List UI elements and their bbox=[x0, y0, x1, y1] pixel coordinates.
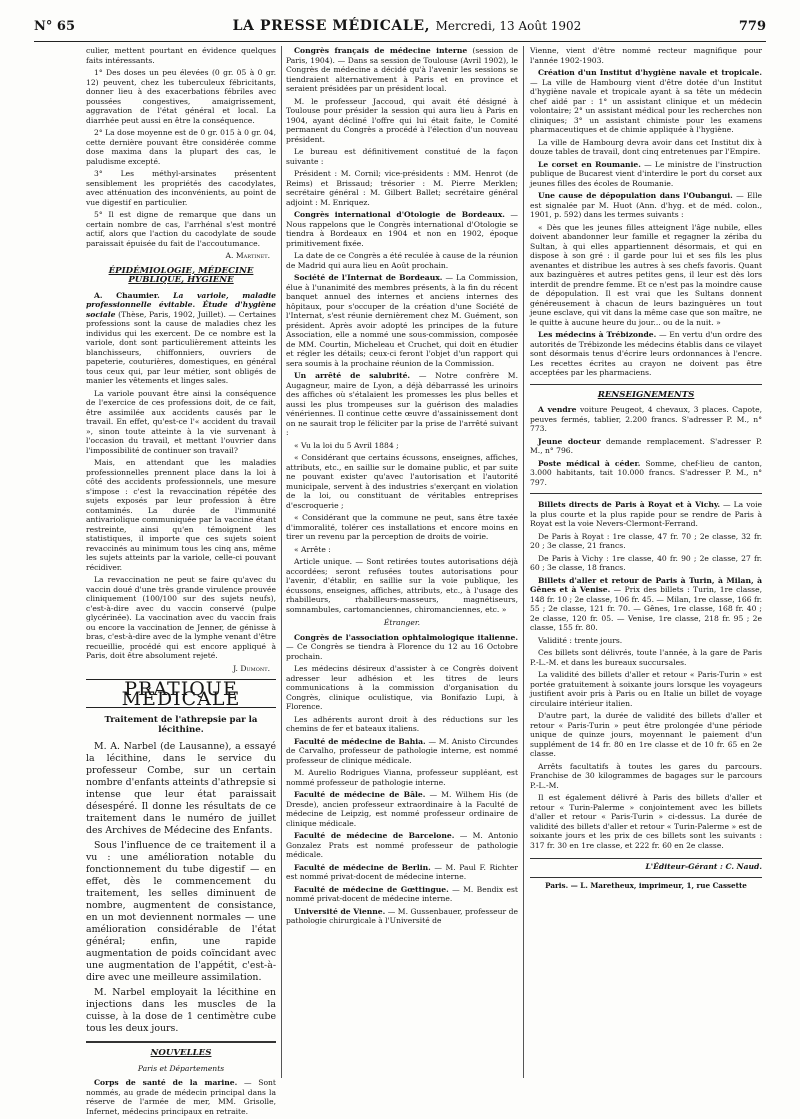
ad-text: voiture Peugeot, 4 chevaux, 3 places. Capote, peuves fermés, tablier, 2.200 francs. S'adresser P. M., n° 773. bbox=[530, 405, 762, 433]
paragraph: Sous l'influence de ce traitement il a vu : une amélioration notable du fonctionnement du tube digestif — en effet, dès le commencement du traitement, les selles diminuent de nombre, augmentent de consistance, en un mot deviennent normales — une amélioration considérable de l'état général; enfin, une rapide augmentation de poids coïncidant avec une augmentation de l'appétit, c'est-à-dire avec une meilleure assimilation. bbox=[86, 840, 276, 983]
editor-line: L'Éditeur-Gérant : C. Naud. bbox=[530, 858, 762, 872]
page-number: 779 bbox=[738, 19, 766, 34]
paragraph: M. Aurelio Rodrigues Vianna, professeur suppléant, est nommé professeur de pathologie interne. bbox=[286, 768, 518, 787]
news-item bbox=[286, 273, 518, 368]
paragraph: 5° Il est digne de remarque que dans un certain nombre de cas, l'arrhénal s'est montré actif, alors que l'action du cacodylate de soude paraissait épuisée du fait de l'accoutumance. bbox=[86, 210, 276, 248]
news-text: — Notre confrère M. Augagneur, maire de Lyon, a déjà débarrassé les urinoirs des affiches où s'étalaient les promesses les plus belles et aussi les plus trompeuses sur la guérison des maladies vénériennes. Il continue cette œuvre d'assainissement dont on ne saurait trop le féliciter par la prise de l'arrêté suivant : bbox=[286, 371, 518, 437]
paragraph: Article unique. — Sont retirées toutes autorisations déjà accordées; seront refusées toutes autorisations pour l'avenir, d'établir, en saillie sur la voie publique, les écussons, enseignes, affiches, attributs, etc., à l'usage des rhabilleurs, rhabilleurs-masseurs, magnétiseurs, somnambules, cartomanciennes, chiromanciennes, etc. » bbox=[286, 557, 518, 614]
paragraph: Les médecins désireux d'assister à ce Congrès doivent adresser leur adhésion et les titres de leurs communications à la commission d'organisation du Congrès, clinique oculistique, via Bonifazio Lupi, à Florence. bbox=[286, 664, 518, 711]
news-item bbox=[286, 633, 518, 662]
paragraph: La ville de Hambourg devra avoir dans cet Institut dix à douze tables de travail, dont cinq entretenues par l'Empire. bbox=[530, 137, 762, 156]
paragraph bbox=[86, 291, 276, 386]
news-item bbox=[286, 46, 518, 94]
author-signature: A. Martinet. bbox=[225, 251, 270, 260]
news-text: — M. Wilhem His (de Dresde), ancien professeur extraordinaire à la Faculté de médecine de Leipzig, est nommé professeur ordinaire de clinique médicale. bbox=[286, 790, 518, 828]
paragraph: 3° Les méthyl-arsinates présentent sensiblement les propriétés des cacodylates, avec atténuation des inconvénients, au point de vue digestif en particulier. bbox=[86, 169, 276, 207]
news-text: — M. Paul F. Richter est nommé privat-docent de médecine interne. bbox=[286, 862, 518, 881]
paragraph: D'autre part, la durée de validité des billets d'aller et retour « Paris-Turin » peut être prolongée d'une période unique de quinze jours, moyennant le paiement d'un supplément de 14 fr. 80 en 1re classe et de 10 fr. 65 en 2e classe. bbox=[530, 711, 762, 758]
news-heading: Billets directs de Paris à Royat et à Vichy. bbox=[538, 500, 721, 509]
paragraph: De Paris à Royat : 1re classe, 47 fr. 70 ; 2e classe, 32 fr. 20 ; 3e classe, 21 francs. bbox=[530, 531, 762, 550]
paragraph: De Paris à Vichy : 1re classe, 40 fr. 90 ; 2e classe, 27 fr. 60 ; 3e classe, 18 francs. bbox=[530, 553, 762, 572]
news-heading: Congrès français de médecine interne bbox=[294, 46, 468, 55]
paragraph: M. le professeur Jaccoud, qui avait été désigné à Toulouse pour présider la session qui aura lieu à Paris en 1904, ayant décliné l'offre qui lui était faite, le Comité permanent du Congrès a procédé à l'élection d'un nouveau président. bbox=[286, 96, 518, 144]
news-heading: Faculté de médecine de Gœttingue. bbox=[294, 884, 449, 894]
news-heading: Faculté de médecine de Berlin. bbox=[294, 862, 431, 872]
paragraph: « Vu la loi du 5 Avril 1884 ; bbox=[294, 440, 399, 450]
news-text: — Prix des billets : Turin, 1re classe, 148 fr. 10 ; 2e classe, 106 fr. 45. — Milan, 1re classe, 166 fr. 55 ; 2e classe, 121 fr. 70. — Gênes, 1re classe, 168 fr. 40 ; 2e classe, 120 fr. 05. — Venise, 1re classe, 218 fr. 95 ; 2e classe, 155 fr. 80. bbox=[530, 585, 762, 632]
news-item bbox=[530, 68, 762, 135]
news-text: — M. Bendix est nommé privat-docent de médecine interne. bbox=[286, 884, 518, 903]
page-header bbox=[34, 18, 766, 42]
paragraph: M. A. Narbel (de Lausanne), a essayé la lécithine, dans le service du professeur Combe, sur un certain nombre d'enfants atteints d'athrepsie si intense que leur état paraissait désespéré. Il donne les résultats de ce traitement dans le numéro de juillet des Archives de Médecine des Enfants. bbox=[86, 741, 276, 836]
classified-ad bbox=[530, 437, 762, 456]
news-item bbox=[86, 1078, 276, 1116]
paragraph: La date de ce Congrès a été reculée à cause de la réunion de Madrid qui aura lieu en Août prochain. bbox=[286, 251, 518, 270]
subsection-heading: Étranger. bbox=[383, 618, 421, 627]
ad-heading: Jeune docteur bbox=[538, 436, 601, 446]
news-item bbox=[286, 210, 518, 248]
news-item bbox=[286, 737, 518, 766]
column-2 bbox=[286, 46, 518, 929]
paragraph: M. Narbel employait la lécithine en injections dans les muscles de la cuisse, à la dose de 1 centimètre cube tous les deux jours. bbox=[86, 987, 276, 1034]
news-item bbox=[286, 863, 518, 882]
paragraph: Arrêts facultatifs à toutes les gares du parcours. Franchise de 30 kilogrammes de bagages sur le parcours P.-L.-M. bbox=[530, 761, 762, 790]
divider bbox=[86, 1041, 276, 1043]
news-item bbox=[530, 576, 762, 633]
paragraph: La revaccination ne peut se faire qu'avec du vaccin doué d'une très grande virulence prouvée cliniquement (100/100 sur des sujets neufs), c'est-à-dire avec du vaccin conservé (pulpe glycérinée). La vaccination avec du vaccin frais ou encore la vaccination de Jenner, de génisse à bras, c'est-à-dire avec de la lymphe venant d'être recueillie, procédé qui est encore appliqué à Paris, doit être absolument rejeté. bbox=[86, 575, 276, 660]
paragraph: Ces billets sont délivrés, toute l'année, à la gare de Paris P.-L.-M. et dans les bureaux succursales. bbox=[530, 648, 762, 667]
news-item bbox=[286, 907, 518, 926]
news-heading: Un arrêté de salubrité. bbox=[294, 371, 411, 380]
news-item bbox=[286, 790, 518, 828]
news-text: (session de Paris, 1904). — Dans sa session de Toulouse (Avril 1902), le Congrès de médecine a décidé qu'à l'avenir les sessions se tiendraient alternativement à Paris et en province et seraient présidées par un président local. bbox=[286, 46, 518, 93]
news-heading: Société de l'Internat de Bordeaux. bbox=[294, 273, 443, 282]
paragraph: « Dès que les jeunes filles atteignent l'âge nubile, elles doivent abandonner leur famille et regagner la zériba du Sultan, à qui elles appartiennent désormais, et qui en dispose à son gré : il garde pour lui et ses fils les plus avenantes et distribue les autres à ses chefs favoris. Quant aux bazinguères et autres petites gens, il leur est dès lors interdit de prendre femme. Et ce n'est pas la moindre cause de dépopulation. Il est vrai que les Sultans donnent généreusement à chacun de leurs bazinguères un tout jeune esclave, qui vit dans la même case que son maître, ne le quitte à aucune heure du jour... ou de la nuit. » bbox=[530, 222, 762, 327]
classified-ad bbox=[530, 459, 762, 488]
paragraph: culier, mettent pourtant en évidence quelques faits intéressants. bbox=[86, 46, 276, 65]
news-heading: Faculté de médecine de Barcelone. bbox=[294, 831, 455, 840]
news-item bbox=[286, 831, 518, 860]
subsection-heading: Paris et Départements bbox=[137, 1063, 225, 1073]
news-item bbox=[530, 330, 762, 378]
paragraph: Mais, en attendant que les maladies professionnelles prennent place dans la loi à côté des accidents professionnels, une mesure s'impose : c'est la revaccination répétée des sujets exposés par leur profession à être contaminés. La durée de l'immunité antivariolique communiquée par la vaccine étant restreinte, ainsi qu'en témoignent les statistiques, il importe que ces sujets soient revaccinés au minimum tous les cinq ans, même les sujets atteints par la variole, celle-ci pouvant récidiver. bbox=[86, 458, 276, 572]
paragraph-text: (Thèse, Paris, 1902, Juillet). — Certaines professions sont la cause de maladies chez les individus qui les exercent. De ce nombre est la variole, dont sont particulièrement atteints les blanchisseurs, chiffonniers, ouvriers de papeterie, couturières, domestiques, en général tous ceux qui, par leur métier, sont obligés de manier les vêtements et linges sales. bbox=[86, 309, 276, 385]
news-heading: Congrès international d'Otologie de Bordeaux. bbox=[294, 210, 505, 219]
ad-heading: A vendre bbox=[538, 405, 577, 414]
rubric-title: PRATIQUE MÉDICALE bbox=[86, 679, 276, 708]
paragraph: La variole pouvant être ainsi la conséquence de l'exercice de ces professions doit, de ce fait, être assimilée aux accidents causés par le travail. En effet, qu'est-ce l'« accident du travail », sinon toute atteinte à la vie survenant à l'occasion du travail, et mettant l'ouvrier dans l'impossibilité de continuer son travail? bbox=[86, 388, 276, 455]
paragraph: 2° La dose moyenne est de 0 gr. 015 à 0 gr. 04, cette dernière pouvant être considérée comme dose maxima dans la plupart des cas, le paludisme excepté. bbox=[86, 128, 276, 166]
work-title: La variole, maladie professionnelle évitable. Étude d'hygiène sociale bbox=[86, 290, 276, 319]
paragraph: Le bureau est définitivement constitué de la façon suivante : bbox=[286, 147, 518, 166]
article-title: Traitement de l'athrepsie par la lécithine. bbox=[104, 715, 258, 735]
paragraph: « Considérant que la commune ne peut, sans être taxée d'immoralité, tolérer ces installations et encore moins en tirer un revenu par la perception de droits de voirie. bbox=[286, 513, 518, 541]
paragraph: 1° Des doses un peu élevées (0 gr. 05 à 0 gr. 12) peuvent, chez les tuberculeux fébricitants, donner lieu à des exacerbations fébriles avec poussées congestives, amaigrissement, aggravation de l'état général et local. La diarrhée peut aussi en être la conséquence. bbox=[86, 68, 276, 125]
column-1 bbox=[86, 46, 276, 1119]
author-name: A. Chaumier. bbox=[94, 290, 160, 300]
paragraph: Validité : trente jours. bbox=[538, 635, 623, 645]
news-heading: Faculté de médecine de Bâle. bbox=[294, 790, 426, 799]
section-heading: RENSEIGNEMENTS bbox=[597, 389, 695, 400]
news-item bbox=[530, 500, 762, 529]
divider bbox=[530, 384, 762, 385]
classified-ad bbox=[530, 405, 762, 434]
news-text: — M. Gussenbauer, professeur de pathologie chirurgicale à l'Université de bbox=[286, 906, 518, 925]
issue-number: N° 65 bbox=[34, 19, 75, 34]
journal-name: LA PRESSE MÉDICALE, bbox=[232, 18, 431, 34]
paragraph: « Arrête : bbox=[294, 544, 331, 554]
news-text: — Elle est signalée par M. Huot (Ann. d'hyg. et de méd. colon., 1901, p. 592) dans les termes suivants : bbox=[530, 191, 762, 219]
ad-text: Somme, chef-lieu de canton, 3.000 habitants, tait 10.000 francs. S'adresser P. M., n° 797. bbox=[530, 458, 763, 487]
news-item bbox=[530, 160, 762, 189]
news-text: — Nous rappelons que le Congrès international d'Otologie se tiendra à Bordeaux en 1904 et non en 1902, époque primitivement fixée. bbox=[286, 210, 518, 248]
journal-title bbox=[233, 18, 582, 34]
news-heading: Création d'un Institut d'hygiène navale et tropicale. bbox=[538, 68, 762, 77]
news-heading: Corps de santé de la marine. bbox=[94, 1078, 238, 1087]
divider bbox=[530, 493, 762, 494]
news-text: — Ce Congrès se tiendra à Florence du 12 au 16 Octobre prochain. bbox=[286, 642, 518, 661]
news-text: — La voie la plus courte et la plus rapide pour se rendre de Paris à Royat est la voie Nevers-Clermont-Ferrand. bbox=[530, 500, 762, 528]
printer-line: Paris. — L. Maretheux, imprimeur, 1, rue Cassette bbox=[530, 877, 762, 891]
paragraph: Vienne, vient d'être nommé recteur magnifique pour l'année 1902-1903. bbox=[530, 46, 762, 65]
news-heading: Les médecins à Trébizonde. bbox=[538, 330, 657, 339]
news-heading: Université de Vienne. bbox=[294, 906, 386, 916]
author-signature: J. Dumont. bbox=[233, 663, 270, 673]
news-item bbox=[286, 371, 518, 438]
news-text: — Sont nommés, au grade de médecin principal dans la réserve de l'armée de mer, MM. Grisolle, Infernet, médecins principaux en retraite. bbox=[86, 1078, 276, 1116]
paragraph: La validité des billets d'aller et retour « Paris-Turin » est portée gratuitement à soixante jours lorsque les voyageurs justifient avoir pris à Paris ou en Italie un billet de voyage circulaire intérieur italien. bbox=[530, 670, 762, 708]
issue-date: Mercredi, 13 Août 1902 bbox=[435, 19, 582, 33]
news-heading: Congrès de l'association ophtalmologique italienne. bbox=[294, 632, 518, 642]
news-text: — Le ministre de l'instruction publique de Bucarest vient d'interdire le port du corset aux jeunes filles des écoles de Roumanie. bbox=[530, 159, 762, 188]
news-heading: Faculté de médecine de Bahia. bbox=[294, 736, 426, 746]
news-heading: Le corset en Roumanie. bbox=[538, 159, 641, 169]
paragraph: Président : M. Cornil; vice-présidents : MM. Henrot (de Reims) et Brissaud; trésorier : M. Pierre Merklen; secrétaire général : M. Gilbert Ballet; secrétaire général adjoint : M. Enriquez. bbox=[286, 169, 518, 207]
ad-heading: Poste médical à céder. bbox=[538, 458, 641, 468]
column-rule bbox=[523, 46, 524, 1078]
ad-text: demande remplacement. S'adresser P. M., n° 796. bbox=[530, 436, 762, 455]
paragraph: « Considérant que certains écussons, enseignes, affiches, attributs, etc., en saillie sur le domaine public, et par suite ne pouvant exister qu'avec l'autorisation et l'autorité municipale, servent à des industries s'exerçant en violation de la loi, ou constituant de véritables entreprises d'escroquerie ; bbox=[286, 453, 518, 510]
news-heading: Billets d'aller et retour de Paris à Turin, à Milan, à Gênes et à Venise. bbox=[530, 575, 762, 594]
section-heading: ÉPIDÉMIOLOGIE, MÉDECINE PUBLIQUE, HYGIÈNE bbox=[108, 265, 254, 285]
news-item bbox=[286, 885, 518, 904]
news-text: — M. Antonio Gonzalez Prats est nommé professeur de pathologie médicale. bbox=[286, 831, 518, 859]
column-3 bbox=[530, 46, 762, 890]
news-text: — La Commission, élue à l'unanimité des membres présents, à la fin du récent banquet annuel des internes et anciens internes des hôpitaux, pour s'occuper de la création d'une Société de l'Internat, s'est réunie dernièrement chez M. Guément, son président. Après avoir adopté les principes de la future Association, elle a nommé une sous-commission, composée de MM. Courtin, Micheleau et Cruchet, qui doit en étudier et régler les détails; ceux-ci feront l'objet d'un rapport qui sera soumis à la prochaine réunion de la Commission. bbox=[286, 273, 518, 368]
paragraph: Les adhérents auront droit à des réductions sur les chemins de fer et bateaux italiens. bbox=[286, 714, 518, 733]
news-text: — M. Anisto Circundes de Carvalho, professeur de pathologie interne, est nommé professeur de clinique médicale. bbox=[286, 736, 518, 765]
news-text: — La ville de Hambourg vient d'être dotée d'un Institut d'hygiène navale et tropicale ayant à sa tête un médecin chef aidé par : 1° un assistant clinique et un médecin volontaire; 2° un assistant médical pour les recherches non cliniques; 3° un assistant chimiste pour les examens pharmaceutiques et de chimie appliquée à l'hygiène. bbox=[530, 77, 762, 134]
section-heading: NOUVELLES bbox=[150, 1048, 212, 1058]
column-rule bbox=[281, 46, 282, 1078]
paragraph: Il est également délivré à Paris des billets d'aller et retour « Turin-Palerme » conjointement avec les billets d'aller et retour « Paris-Turin » ci-dessus. La durée de validité des billets d'aller et retour « Turin-Palerme » est de soixante jours et les prix de ces billets sont les suivants : 317 fr. 30 en 1re classe, et 222 fr. 60 en 2e classe. bbox=[530, 793, 762, 850]
news-heading: Une cause de dépopulation dans l'Oubangui. bbox=[538, 191, 733, 200]
news-item bbox=[530, 191, 762, 220]
news-text: — En vertu d'un ordre des autorités de Trébizonde les médecins établis dans ce vilayet sont désormais tenus d'écrire leurs ordonnances à l'encre. Les recettes écrites au crayon ne doivent pas être acceptées par les pharmaciens. bbox=[530, 330, 762, 377]
